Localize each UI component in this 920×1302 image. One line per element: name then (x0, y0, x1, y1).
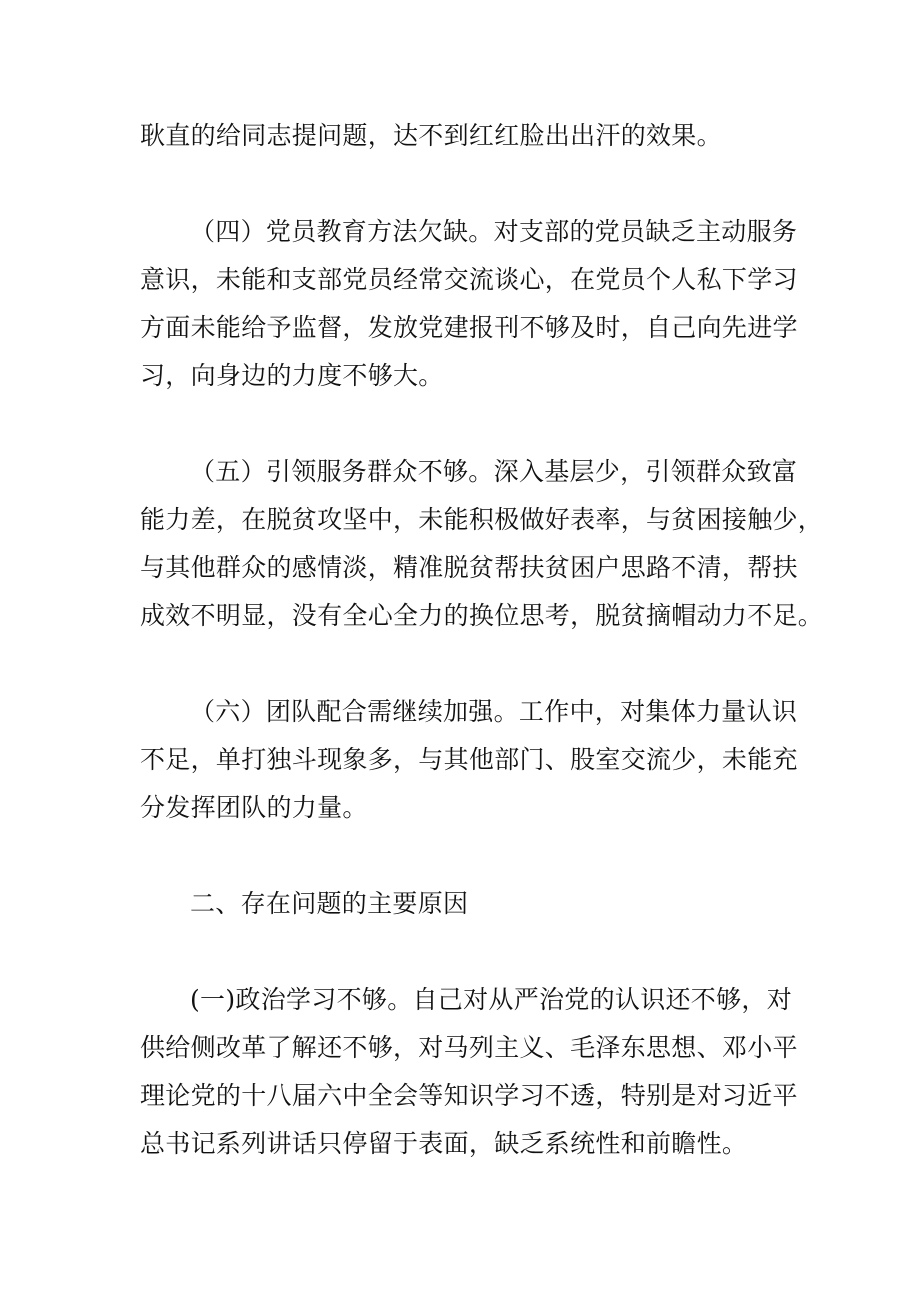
text-line: 理论党的十八届六中全会等知识学习不透，特别是对习近平 (140, 1081, 798, 1110)
text-line: (一)政治学习不够。自己对从严治党的认识还不够，对 (190, 985, 793, 1014)
text-line: 能力差，在脱贫攻坚中，未能积极做好表率，与贫困接触少， (140, 505, 824, 534)
text-line: （六）团队配合需继续加强。工作中，对集体力量认识 (190, 697, 798, 726)
text-line: 与其他群众的感情淡，精准脱贫帮扶贫困户思路不清，帮扶 (140, 553, 798, 582)
paragraph-party-education (140, 208, 798, 400)
text-line: 意识，未能和支部党员经常交流谈心，在党员个人私下学习 (140, 265, 798, 294)
paragraph-political-study (140, 976, 798, 1168)
text-line: （五）引领服务群众不够。深入基层少，引领群众致富 (190, 457, 798, 486)
text-line: 总书记系列讲话只停留于表面，缺乏系统性和前瞻性。 (140, 1129, 748, 1158)
text-line: 分发挥团队的力量。 (140, 793, 368, 822)
text-line: 耿直的给同志提问题，达不到红红脸出出汗的效果。 (140, 121, 722, 150)
text-line: （四）党员教育方法欠缺。对支部的党员缺乏主动服务 (190, 217, 798, 246)
text-line: 方面未能给予监督，发放党建报刊不够及时，自己向先进学 (140, 313, 798, 342)
heading-text: 二、存在问题的主要原因 (190, 889, 469, 918)
text-line: 习，向身边的力度不够大。 (140, 361, 444, 390)
section-heading (140, 880, 782, 928)
paragraph-continuation (140, 112, 782, 160)
paragraph-teamwork (140, 688, 798, 832)
paragraph-serving-masses (140, 448, 824, 640)
text-line: 不足，单打独斗现象多，与其他部门、股室交流少，未能充 (140, 745, 798, 774)
text-line: 供给侧改革了解还不够，对马列主义、毛泽东思想、邓小平 (140, 1033, 798, 1062)
text-line: 成效不明显，没有全心全力的换位思考，脱贫摘帽动力不足。 (140, 601, 824, 630)
